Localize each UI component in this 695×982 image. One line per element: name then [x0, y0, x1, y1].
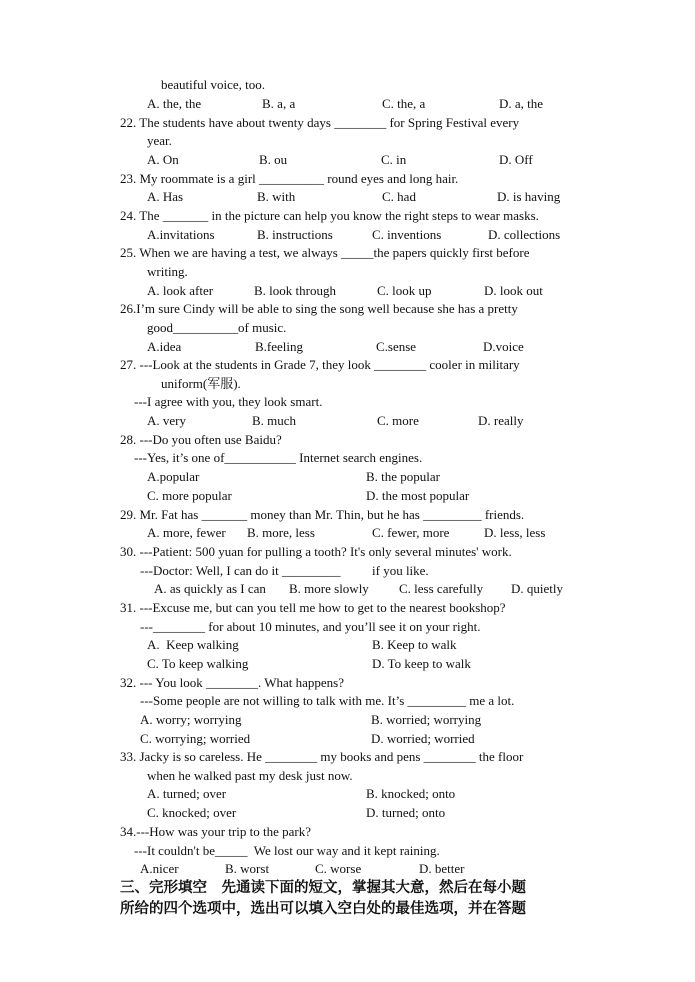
- question-29: 29. Mr. Fat has _______ money than Mr. Thin, but he has _________ friends.: [120, 507, 525, 522]
- option-d: D. To keep to walk: [372, 656, 471, 671]
- option-a: A. Has: [147, 189, 184, 204]
- option-a: A.popular: [147, 469, 200, 484]
- dialogue-reply: ---Yes, it’s one of___________ Internet search engines.: [134, 450, 423, 465]
- question-continuation: uniform(军服).: [161, 376, 241, 391]
- question-continuation: writing.: [147, 264, 188, 279]
- dialogue-reply: ---Some people are not willing to talk with me. It’s _________ me a lot.: [140, 693, 515, 708]
- option-d: D. the most popular: [366, 488, 470, 503]
- dialogue-reply-end: if you like.: [372, 563, 429, 578]
- option-c: C. less carefully: [399, 581, 484, 596]
- option-d: D. worried; worried: [371, 731, 475, 746]
- question-33: 33. Jacky is so careless. He ________ my books and pens ________ the floor: [120, 749, 524, 764]
- option-b: B. ou: [259, 152, 288, 167]
- question-34: 34.---How was your trip to the park?: [120, 824, 311, 839]
- option-c: C. in: [381, 152, 407, 167]
- option-b: B. a, a: [262, 96, 296, 111]
- question-27: 27. ---Look at the students in Grade 7, they look ________ cooler in military: [120, 357, 520, 372]
- question-continuation: year.: [147, 133, 172, 148]
- question-continuation: beautiful voice, too.: [161, 77, 265, 92]
- question-22: 22. The students have about twenty days ________ for Spring Festival every: [120, 115, 520, 130]
- option-d: D. look out: [484, 283, 543, 298]
- option-c: C. inventions: [372, 227, 442, 242]
- option-a: A.idea: [147, 339, 182, 354]
- question-25: 25. When we are having a test, we always _____the papers quickly first before: [120, 245, 530, 260]
- option-d: D. less, less: [484, 525, 546, 540]
- question-23: 23. My roommate is a girl __________ round eyes and long hair.: [120, 171, 459, 186]
- option-c: C. worrying; worried: [140, 731, 251, 746]
- option-c: C. worse: [315, 861, 362, 876]
- question-32: 32. --- You look ________. What happens?: [120, 675, 344, 690]
- question-28: 28. ---Do you often use Baidu?: [120, 432, 282, 447]
- option-a: A. worry; worrying: [140, 712, 242, 727]
- question-26: 26.I’m sure Cindy will be able to sing the song well because she has a pretty: [120, 301, 518, 316]
- option-a: A. as quickly as I can: [154, 581, 266, 596]
- option-d: D.voice: [483, 339, 524, 354]
- option-b: B. with: [257, 189, 296, 204]
- option-c: C. look up: [377, 283, 432, 298]
- option-a: A. very: [147, 413, 186, 428]
- option-d: D. is having: [497, 189, 561, 204]
- option-a: A. On: [147, 152, 179, 167]
- option-b: B. knocked; onto: [366, 786, 456, 801]
- option-c: C. the, a: [382, 96, 426, 111]
- option-a: A. more, fewer: [147, 525, 226, 540]
- dialogue-reply: ---Doctor: Well, I can do it _________: [140, 563, 341, 578]
- option-c: C. more popular: [147, 488, 232, 503]
- option-c: C.sense: [376, 339, 417, 354]
- option-b: B. instructions: [257, 227, 333, 242]
- option-b: B. much: [252, 413, 297, 428]
- option-d: D. collections: [488, 227, 561, 242]
- dialogue-reply: ---I agree with you, they look smart.: [134, 394, 323, 409]
- option-a: A.nicer: [140, 861, 179, 876]
- option-d: D. better: [419, 861, 465, 876]
- question-24: 24. The _______ in the picture can help you know the right steps to wear masks.: [120, 208, 539, 223]
- option-c: C. fewer, more: [372, 525, 450, 540]
- option-b: B. more, less: [247, 525, 315, 540]
- option-b: B. Keep to walk: [372, 637, 457, 652]
- option-a: A. turned; over: [147, 786, 227, 801]
- option-b: B. worried; worrying: [371, 712, 482, 727]
- option-b: B.feeling: [255, 339, 304, 354]
- option-a: A. look after: [147, 283, 214, 298]
- option-c: C. more: [377, 413, 419, 428]
- option-c: C. knocked; over: [147, 805, 237, 820]
- question-continuation: good__________of music.: [147, 320, 287, 335]
- dialogue-reply: ---________ for about 10 minutes, and you’ll see it on your right.: [140, 619, 481, 634]
- dialogue-reply: ---It couldn't be_____ We lost our way and it kept raining.: [134, 843, 440, 858]
- option-b: B. look through: [254, 283, 336, 298]
- option-c: C. To keep walking: [147, 656, 249, 671]
- question-31: 31. ---Excuse me, but can you tell me how to get to the nearest bookshop?: [120, 600, 506, 615]
- option-d: D. quietly: [511, 581, 563, 596]
- option-d: D. really: [478, 413, 524, 428]
- option-a: A. Keep walking: [147, 637, 239, 652]
- option-b: B. worst: [225, 861, 270, 876]
- option-c: C. had: [382, 189, 416, 204]
- option-a: A. the, the: [147, 96, 202, 111]
- question-continuation: when he walked past my desk just now.: [147, 768, 353, 783]
- option-a: A.invitations: [147, 227, 215, 242]
- question-30: 30. ---Patient: 500 yuan for pulling a tooth? It's only several minutes' work.: [120, 544, 512, 559]
- option-b: B. the popular: [366, 469, 441, 484]
- section-heading: 三、完形填空 先通读下面的短文，掌握其大意，然后在每小题: [120, 880, 526, 896]
- option-d: D. Off: [499, 152, 533, 167]
- section-instructions: 所给的四个选项中，选出可以填入空白处的最佳选项，并在答题: [120, 901, 526, 917]
- option-b: B. more slowly: [289, 581, 369, 596]
- option-d: D. turned; onto: [366, 805, 446, 820]
- option-d: D. a, the: [499, 96, 544, 111]
